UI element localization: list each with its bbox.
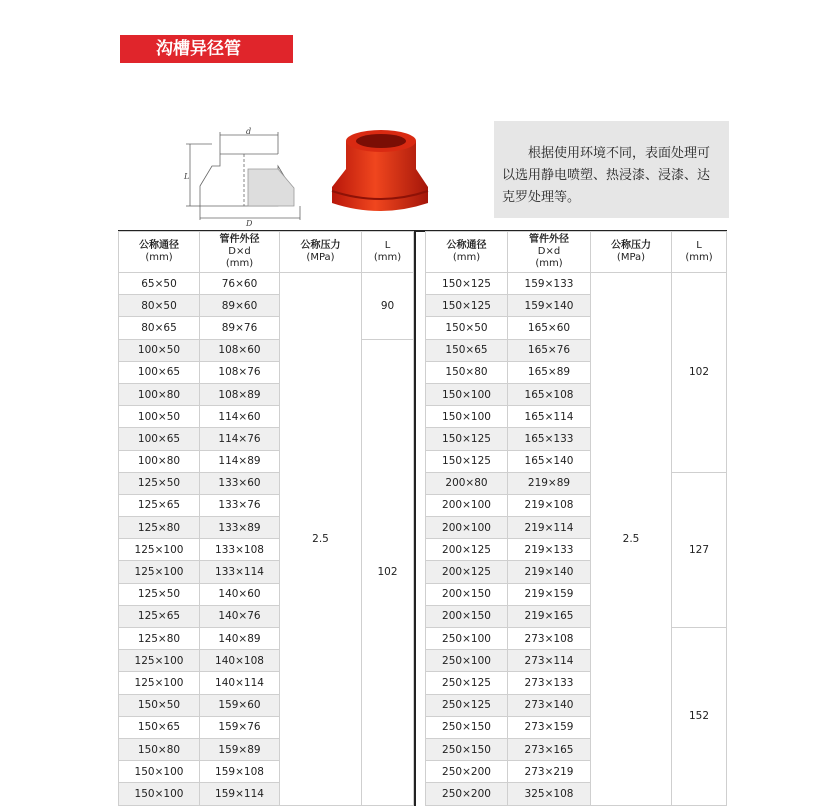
spec-table-left <box>118 231 414 806</box>
cell-nominal: 150×100 <box>119 761 200 783</box>
col-od: 管件外径 D×d (mm) <box>508 232 591 273</box>
cell-od: 273×108 <box>508 628 591 650</box>
cell-nominal: 200×150 <box>426 605 508 627</box>
cell-od: 165×60 <box>508 317 591 339</box>
cell-nominal: 250×100 <box>426 650 508 672</box>
cell-pressure: 2.5 <box>591 273 672 806</box>
spec-table-right <box>425 231 727 806</box>
cell-od: 159×133 <box>508 273 591 295</box>
cell-nominal: 150×65 <box>119 716 200 738</box>
cell-od: 108×89 <box>200 383 280 405</box>
table-divider <box>414 231 416 806</box>
cell-od: 219×159 <box>508 583 591 605</box>
cell-od: 140×114 <box>200 672 280 694</box>
table-header-row <box>426 232 727 273</box>
cell-od: 219×140 <box>508 561 591 583</box>
cell-nominal: 150×100 <box>119 783 200 805</box>
cell-od: 140×108 <box>200 650 280 672</box>
cell-od: 159×60 <box>200 694 280 716</box>
cell-nominal: 150×50 <box>119 694 200 716</box>
cell-length: 90 <box>362 273 414 340</box>
cell-od: 219×89 <box>508 472 591 494</box>
cell-pressure: 2.5 <box>280 273 362 806</box>
cell-nominal: 80×65 <box>119 317 200 339</box>
cell-nominal: 150×50 <box>426 317 508 339</box>
cell-od: 165×140 <box>508 450 591 472</box>
cell-od: 159×114 <box>200 783 280 805</box>
cell-od: 219×108 <box>508 494 591 516</box>
cell-nominal: 65×50 <box>119 273 200 295</box>
table-row <box>426 472 727 494</box>
cell-nominal: 150×65 <box>426 339 508 361</box>
cell-nominal: 125×50 <box>119 472 200 494</box>
cell-nominal: 250×150 <box>426 738 508 760</box>
cell-nominal: 100×50 <box>119 339 200 361</box>
cell-od: 140×76 <box>200 605 280 627</box>
cell-nominal: 100×50 <box>119 406 200 428</box>
cell-od: 114×89 <box>200 450 280 472</box>
cell-nominal: 250×125 <box>426 694 508 716</box>
cell-nominal: 125×80 <box>119 517 200 539</box>
cell-length: 102 <box>672 273 727 473</box>
cell-nominal: 80×50 <box>119 295 200 317</box>
cell-nominal: 125×65 <box>119 605 200 627</box>
col-nominal: 公称通径 (mm) <box>119 232 200 273</box>
cell-nominal: 150×125 <box>426 450 508 472</box>
table-row <box>119 273 414 295</box>
col-length: L (mm) <box>672 232 727 273</box>
cell-od: 165×108 <box>508 383 591 405</box>
cell-nominal: 200×125 <box>426 561 508 583</box>
cell-od: 273×165 <box>508 738 591 760</box>
cell-od: 114×76 <box>200 428 280 450</box>
cell-nominal: 150×100 <box>426 406 508 428</box>
cell-od: 133×76 <box>200 494 280 516</box>
cell-nominal: 150×100 <box>426 383 508 405</box>
cell-nominal: 125×65 <box>119 494 200 516</box>
cell-od: 219×165 <box>508 605 591 627</box>
cell-nominal: 250×200 <box>426 783 508 805</box>
cell-nominal: 200×100 <box>426 494 508 516</box>
cell-nominal: 150×125 <box>426 428 508 450</box>
col-od: 管件外径 D×d (mm) <box>200 232 280 273</box>
col-nominal: 公称通径 (mm) <box>426 232 508 273</box>
cell-od: 108×60 <box>200 339 280 361</box>
cell-nominal: 125×100 <box>119 561 200 583</box>
cell-od: 159×89 <box>200 738 280 760</box>
cell-nominal: 150×125 <box>426 273 508 295</box>
cell-od: 273×219 <box>508 761 591 783</box>
cell-length: 102 <box>362 339 414 805</box>
cell-od: 89×60 <box>200 295 280 317</box>
cell-od: 159×108 <box>200 761 280 783</box>
table-row <box>119 339 414 361</box>
cell-od: 89×76 <box>200 317 280 339</box>
cell-nominal: 250×100 <box>426 628 508 650</box>
cell-od: 159×140 <box>508 295 591 317</box>
description-text: 根据使用环境不同，表面处理可以选用静电喷塑、热浸漆、浸漆、达克罗处理等。 <box>502 146 711 205</box>
cell-od: 108×76 <box>200 361 280 383</box>
cell-od: 133×89 <box>200 517 280 539</box>
cell-nominal: 125×100 <box>119 539 200 561</box>
cell-nominal: 100×80 <box>119 383 200 405</box>
table-row <box>426 273 727 295</box>
cell-nominal: 150×80 <box>426 361 508 383</box>
cell-od: 219×114 <box>508 517 591 539</box>
table-header-row <box>119 232 414 273</box>
cell-nominal: 125×80 <box>119 628 200 650</box>
cell-od: 165×114 <box>508 406 591 428</box>
cell-nominal: 150×125 <box>426 295 508 317</box>
cell-od: 114×60 <box>200 406 280 428</box>
cell-od: 273×133 <box>508 672 591 694</box>
col-pressure: 公称压力 (MPa) <box>280 232 362 273</box>
cell-od: 219×133 <box>508 539 591 561</box>
cell-nominal: 125×100 <box>119 650 200 672</box>
diagram-label-D: D <box>246 219 253 228</box>
cell-nominal: 200×150 <box>426 583 508 605</box>
col-length: L (mm) <box>362 232 414 273</box>
cell-od: 76×60 <box>200 273 280 295</box>
diagram-label-L: L <box>184 172 190 181</box>
cell-od: 159×76 <box>200 716 280 738</box>
cell-od: 273×159 <box>508 716 591 738</box>
page-title: 沟槽异径管 <box>120 35 293 63</box>
reducer-diagram <box>182 124 312 228</box>
cell-od: 133×108 <box>200 539 280 561</box>
col-pressure: 公称压力 (MPa) <box>591 232 672 273</box>
cell-nominal: 100×65 <box>119 361 200 383</box>
cell-od: 165×76 <box>508 339 591 361</box>
cell-nominal: 150×80 <box>119 738 200 760</box>
cell-od: 273×140 <box>508 694 591 716</box>
cell-od: 140×60 <box>200 583 280 605</box>
cell-nominal: 200×125 <box>426 539 508 561</box>
diagram-label-d: d <box>246 127 252 136</box>
cell-length: 152 <box>672 628 727 806</box>
cell-length: 127 <box>672 472 727 627</box>
table-row <box>426 628 727 650</box>
cell-nominal: 200×80 <box>426 472 508 494</box>
reducer-photo <box>328 127 433 217</box>
cell-nominal: 250×200 <box>426 761 508 783</box>
description-box <box>494 121 729 218</box>
cell-nominal: 100×80 <box>119 450 200 472</box>
cell-nominal: 200×100 <box>426 517 508 539</box>
cell-nominal: 125×50 <box>119 583 200 605</box>
cell-od: 133×114 <box>200 561 280 583</box>
cell-od: 165×89 <box>508 361 591 383</box>
cell-od: 165×133 <box>508 428 591 450</box>
cell-od: 325×108 <box>508 783 591 805</box>
cell-od: 273×114 <box>508 650 591 672</box>
cell-nominal: 250×150 <box>426 716 508 738</box>
cell-od: 133×60 <box>200 472 280 494</box>
cell-od: 140×89 <box>200 628 280 650</box>
cell-nominal: 250×125 <box>426 672 508 694</box>
cell-nominal: 100×65 <box>119 428 200 450</box>
cell-nominal: 125×100 <box>119 672 200 694</box>
